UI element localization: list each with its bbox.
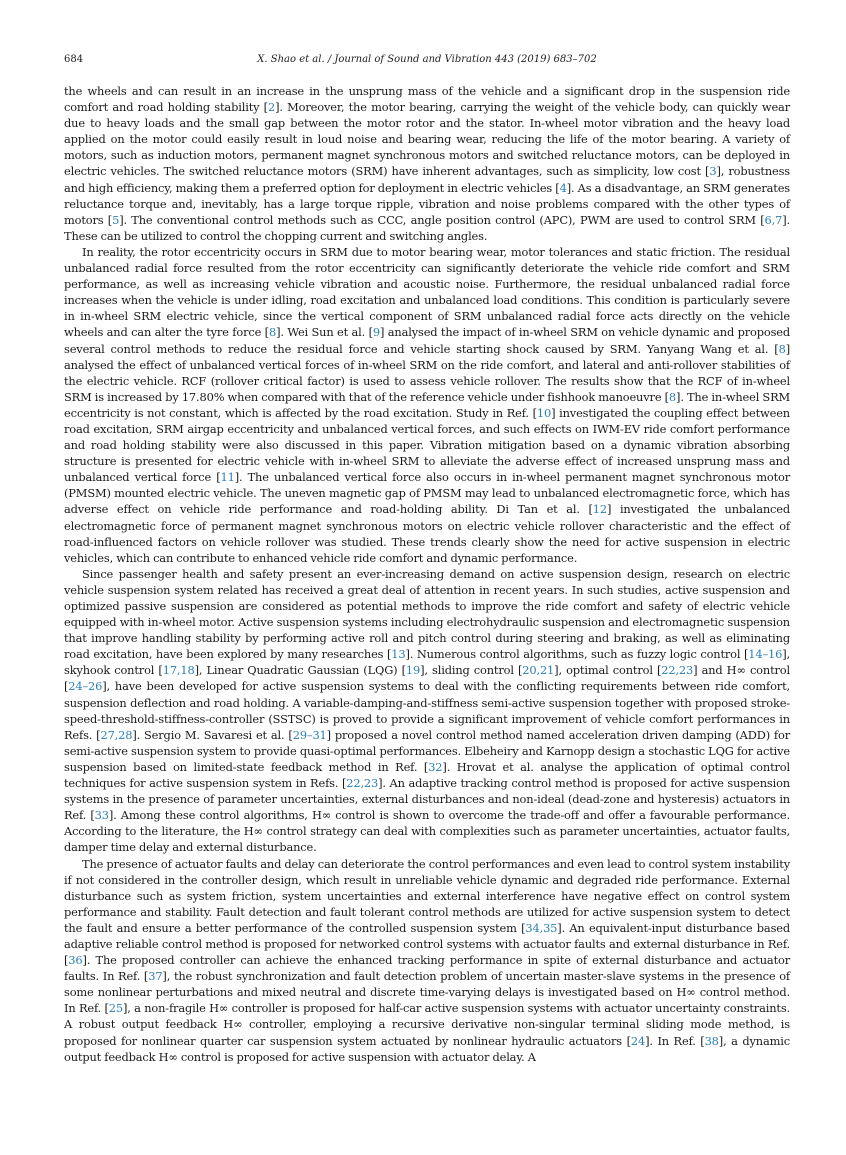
paragraph-1: the wheels and can result in an increase in the unsprung mass of the vehicle and a significant drop in the suspension ride comfort and road holding stability [2]. Moreover, the motor bearing, carrying the weight of the vehicle body, can quickly wear due to heavy loads and the small gap between the motor rotor and the stator. In-wheel motor vibration and the heavy load applied on the motor could easily result in loud noise and bearing wear, reducing the life of the motor bearing. A variety of motors, such as induction motors, permanent magnet synchronous motors and switched reluctance motors, can be deployed in electric vehicles. The switched reluctance motors (SRM) have inherent advantages, such as simplicity, low cost [3], robustness and high efficiency, making them a preferred option for deployment in electric vehicles [4]. As a disadvantage, an SRM generates reluctance torque and, inevitably, has a large torque ripple, vibration and noise problems compared with the other types of motors [5]. The conventional control methods such as CCC, angle position control (APC), PWM are used to control SRM [6,7]. These can be utilized to control the chopping current and switching angles. [64, 84, 791, 243]
citation-link[interactable]: 19 [405, 663, 421, 678]
citation-link[interactable]: 22,23 [346, 776, 379, 791]
citation-link[interactable]: 24 [630, 1033, 646, 1048]
citation-link[interactable]: 11 [220, 470, 235, 485]
citation-link[interactable]: 6,7 [764, 212, 783, 227]
citation-link[interactable]: 10 [536, 405, 552, 420]
citation-link[interactable]: 20,21 [522, 663, 555, 678]
citation-link[interactable]: 37 [148, 969, 163, 984]
citation-link[interactable]: 14–16 [748, 647, 783, 662]
citation-link[interactable]: 3 [709, 164, 717, 179]
page [64, 52, 790, 1065]
article-body [64, 83, 790, 1065]
citation-link[interactable]: 8 [268, 325, 277, 340]
citation-link[interactable]: 38 [704, 1033, 719, 1048]
citation-link[interactable]: 8 [668, 389, 677, 404]
citation-link[interactable]: 24–26 [68, 679, 103, 694]
citation-link[interactable]: 12 [592, 502, 607, 517]
journal-citation: X. Shao et al. / Journal of Sound and Vibration 443 (2019) 683–702 [257, 54, 597, 65]
citation-link[interactable]: 17,18 [162, 663, 195, 678]
citation-link[interactable]: 2 [267, 100, 276, 115]
citation-link[interactable]: 29–31 [292, 727, 327, 742]
paragraph-2: In reality, the rotor eccentricity occurs in SRM due to motor bearing wear, motor tolerances and static friction. The residual unbalanced radial force resulted from the rotor eccentricity can significantly deteriorate the vehicle ride comfort and SRM performance, as well as increasing vehicle vibration and acoustic noise. Furthermore, the residual unbalanced radial force increases when the vehicle is under idling, road excitation and unbalanced load conditions. This condition is particularly severe in in-wheel SRM electric vehicle, since the vertical component of SRM unbalanced radial force acts directly on the vehicle wheels and can alter the tyre force [8]. Wei Sun et al. [9] analysed the impact of in-wheel SRM on vehicle dynamic and proposed several control methods to reduce the residual force and vehicle starting shock caused by SRM. Yanyang Wang et al. [8] analysed the effect of unbalanced vertical forces of in-wheel SRM on the ride comfort, and lateral and anti-rollover stabilities of the electric vehicle. RCF (rollover critical factor) is used to assess vehicle rollover. The results show that the RCF of in-wheel SRM is increased by 17.80% when compared with that of the reference vehicle under fishhook manoeuvre [8]. The in-wheel SRM eccentricity is not constant, which is affected by the road excitation. Study in Ref. [10] investigated the coupling effect between road excitation, SRM airgap eccentricity and unbalanced vertical forces, and such effects on IWM-EV ride comfort performance and road holding stability were also discussed in this paper. Vibration mitigation based on a dynamic vibration absorbing structure is presented for electric vehicle with in-wheel SRM to alleviate the adverse effect of increased unsprung mass and unbalanced vertical force [11]. The unbalanced vertical force also occurs in in-wheel permanent magnet synchronous motor (PMSM) mounted electric vehicle. The uneven magnetic gap of PMSM may lead to unbalanced electromagnetic force, which has adverse effect on vehicle ride performance and road-holding ability. Di Tan et al. [12] investigated the unbalanced electromagnetic force of permanent magnet synchronous motors on electric vehicle rollover characteristic and the effect of road-influenced factors on vehicle rollover was studied. These trends clearly show the need for active suspension in electric vehicles, which can contribute to enhanced vehicle ride comfort and dynamic performance. [64, 244, 791, 565]
citation-link[interactable]: 33 [94, 808, 109, 823]
citation-link[interactable]: 25 [108, 1001, 123, 1016]
citation-link[interactable]: 8 [778, 341, 786, 356]
paragraph-3: Since passenger health and safety present an ever-increasing demand on active suspension design, research on electric vehicle suspension system related has received a great deal of attention in recent years. In such studies, active suspension and optimized passive suspension are considered as potential methods to improve the ride comfort and safety of electric vehicle equipped with in-wheel motor. Active suspension systems including electrohydraulic suspension and electromagnetic suspension that improve handling stability by performing active roll and pitch control during steering and braking, as well as eliminating road excitation, have been explored by many researches [13]. Numerous control algorithms, such as fuzzy logic control [14–16], skyhook control [17,18], Linear Quadratic Gaussian (LQG) [19], sliding control [20,21], optimal control [22,23] and H∞ control [24–26], have been developed for active suspension systems to deal with the conflicting requirements between ride comfort, suspension deflection and road holding. A variable-damping-and-stiffness semi-active suspension together with proposed stroke-speed-threshold-stiffness-controller (SSTSC) is proved to provide a significant improvement of vehicle comfort performances in Refs. [27,28]. Sergio M. Savaresi et al. [29–31] proposed a novel control method named acceleration driven damping (ADD) for semi-active suspension system to provide quasi-optimal performances. Elbeheiry and Karnopp design a stochastic LQG for active suspension based on limited-state feedback method in Ref. [32]. Hrovat et al. analyse the application of optimal control techniques for active suspension system in Refs. [22,23]. An adaptive tracking control method is proposed for active suspension systems in the presence of parameter uncertainties, external disturbances and non-ideal (dead-zone and hysteresis) actuators in Ref. [33]. Among these control algorithms, H∞ control is shown to overcome the trade-off and offer a favourable performance. According to the literature, the H∞ control strategy can deal with complexities such as parameter uncertainties, actuator faults, damper time delay and external disturbance. [64, 566, 791, 855]
citation-link[interactable]: 36 [68, 953, 83, 968]
running-head [64, 52, 790, 68]
citation-link[interactable]: 9 [372, 325, 380, 340]
citation-link[interactable]: 22,23 [661, 663, 694, 678]
paragraph-4: The presence of actuator faults and delay can deteriorate the control performances and even lead to control system instability if not considered in the controller design, which result in unreliable vehicle dynamic and degraded ride performance. External disturbance such as system friction, system uncertainties and external interference have negative effect on control system performance and stability. Fault detection and fault tolerant control methods are utilized for active suspension system to detect the fault and ensure a better performance of the controlled suspension system [34,35]. An equivalent-input disturbance based adaptive reliable control method is proposed for networked control systems with actuator faults and external disturbance in Ref. [36]. The proposed controller can achieve the enhanced tracking performance in spite of external disturbance and actuator faults. In Ref. [37], the robust synchronization and fault detection problem of uncertain master-slave systems in the presence of some nonlinear perturbations and mixed neutral and discrete time-varying delays is investigated based on H∞ control method. In Ref. [25], a non-fragile H∞ controller is proposed for half-car active suspension systems with actuator uncertainty constraints. A robust output feedback H∞ controller, employing a recursive derivative non-singular terminal sliding mode method, is proposed for nonlinear quarter car suspension system actuated by nonlinear hydraulic actuators [24]. In Ref. [38], a dynamic output feedback H∞ control is proposed for active suspension with actuator delay. A [64, 856, 790, 1064]
citation-link[interactable]: 4 [559, 180, 567, 195]
citation-link[interactable]: 32 [428, 759, 443, 774]
citation-link[interactable]: 13 [391, 647, 406, 662]
citation-link[interactable]: 5 [112, 212, 120, 227]
citation-link[interactable]: 34,35 [525, 920, 558, 935]
citation-link[interactable]: 27,28 [100, 727, 133, 742]
page-number: 684 [64, 54, 84, 65]
